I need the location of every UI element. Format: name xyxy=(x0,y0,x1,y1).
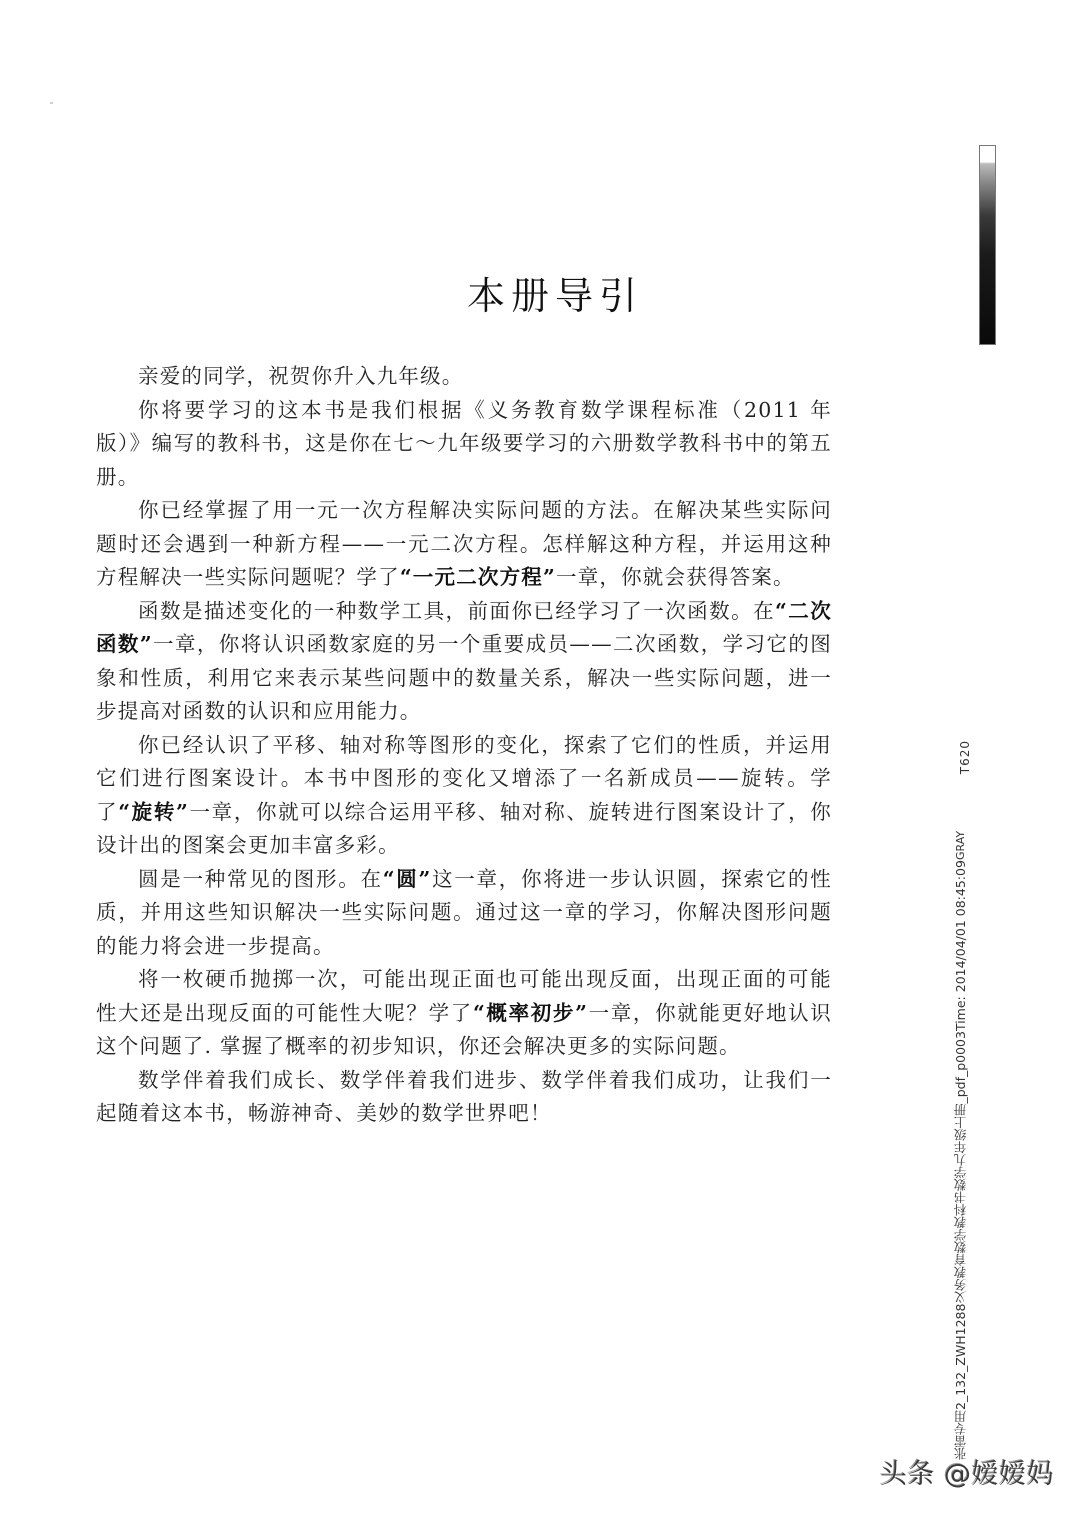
page-title: 本册导引 xyxy=(466,274,643,319)
document-body xyxy=(96,360,832,1131)
paragraph-text: 一章，你就可以综合运用平移、轴对称、旋转进行图案设计了，你设计出的图案会更加丰富多彩。 xyxy=(96,799,833,857)
paragraph-text: 一章，你就能更好地认识这个问题了. 掌握了概率的初步知识，你还会解决更多的实际问题。 xyxy=(96,1000,832,1058)
paragraph-text: 亲爱的同学，祝贺你升入九年级。 xyxy=(138,364,464,388)
watermark: 头条 @嫒嫒妈 xyxy=(879,1459,1054,1490)
chapter-name: “概率初步” xyxy=(472,1000,589,1025)
paragraph-text: 一章，你就会获得答案。 xyxy=(556,565,795,589)
paragraph xyxy=(96,394,832,495)
paragraph xyxy=(96,595,832,729)
paragraph-text: 你已经认识了平移、轴对称等图形的变化，探索了它们的性质，并运用它们进行图案设计。本书中图形的变化又增添了一名新成员——旋转。学了 xyxy=(96,732,832,824)
paragraph-text: 你已经掌握了用一元一次方程解决实际问题的方法。在解决某些实际问题时还会遇到一种新方程——一元二次方程。怎样解这种方程，并运用这种方程解决一些实际问题呢？学了 xyxy=(96,498,832,589)
paragraph-text: 数学伴着我们成长、数学伴着我们进步、数学伴着我们成功，让我们一起随着这本书，畅游神奇、美妙的数学世界吧！ xyxy=(96,1067,832,1125)
paragraph-text: 一章，你将认识函数家庭的另一个重要成员——二次函数，学习它的图象和性质，利用它来表示某些问题中的数量关系，解决一些实际问题，进一步提高对函数的认识和应用能力。 xyxy=(96,632,832,723)
paragraph-text: 这一章，你将进一步认识圆，探索它的性质，并用这些知识解决一些实际问题。通过这一章的学习，你解决图形问题的能力将会进一步提高。 xyxy=(96,866,832,958)
scan-color-mode: GRAY xyxy=(954,830,967,861)
paragraph-text: 将一枚硬币抛掷一次，可能出现正面也可能出现反面，出现正面的可能性大还是出现反面的可能性大呢？学了 xyxy=(96,967,832,1025)
scan-metadata-line: 张雷专用2_132_ZWH1288义务教育数学教科书数学九年级上册_pdf_p0003Time: 2014/04/01 08:45:09 xyxy=(953,860,968,1460)
scan-speck xyxy=(50,102,53,104)
grayscale-calibration-bar xyxy=(979,145,996,345)
paragraph-text: 你将要学习的这本书是我们根据《义务教育数学课程标准（2011 年版）》编写的教科书，这是你在七～九年级要学习的六册数学教科书中的第五册。 xyxy=(96,397,832,489)
chapter-name: “圆” xyxy=(382,866,432,891)
scan-code-label: T620 xyxy=(958,740,972,775)
chapter-name: “二次函数” xyxy=(96,598,832,656)
paragraph xyxy=(96,360,832,394)
paragraph xyxy=(96,494,832,595)
paragraph-text: 函数是描述变化的一种数学工具，前面你已经学习了一次函数。在 xyxy=(138,598,776,623)
paragraph-text: 圆是一种常见的图形。在 xyxy=(138,866,383,891)
paragraph xyxy=(96,729,832,863)
chapter-name: “旋转” xyxy=(118,799,189,824)
paragraph xyxy=(96,963,832,1064)
scan-metadata xyxy=(953,820,968,1460)
chapter-name: “一元二次方程” xyxy=(399,565,556,589)
paragraph xyxy=(96,863,832,964)
paragraph xyxy=(96,1064,832,1131)
